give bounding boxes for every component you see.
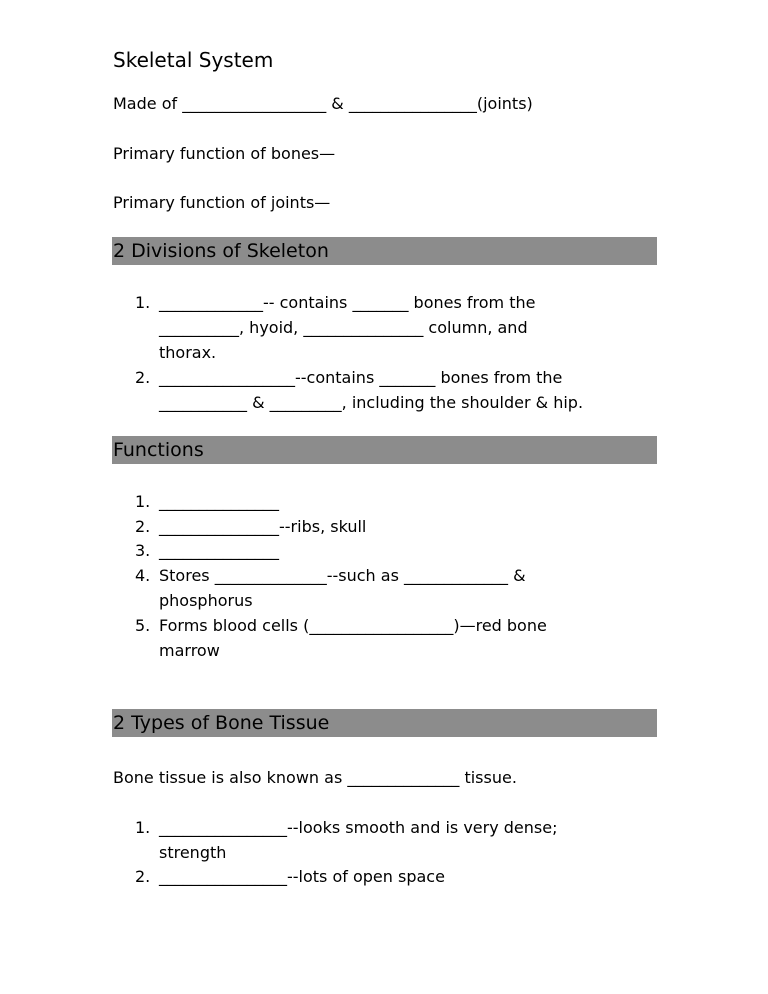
list-number: 3. — [135, 541, 151, 560]
list-number: 5. — [135, 616, 151, 635]
list-number: 2. — [135, 368, 151, 387]
list-number: 2. — [135, 867, 151, 886]
bones-function-line: Primary function of bones— — [113, 144, 336, 163]
joints-function-line: Primary function of joints— — [113, 193, 331, 212]
list-number: 4. — [135, 566, 151, 585]
list-number: 1. — [135, 492, 151, 511]
list-item-text: _____________-- contains _______ bones from the — [159, 293, 536, 312]
list-item-text: _______________ — [159, 541, 279, 560]
tissue-intro-line: Bone tissue is also known as ______________ tissue. — [113, 768, 517, 787]
list-item-text: ________________--looks smooth and is very dense; — [159, 818, 558, 837]
section-heading-divisions: 2 Divisions of Skeleton — [113, 240, 329, 262]
list-number: 1. — [135, 293, 151, 312]
list-number: 2. — [135, 517, 151, 536]
list-item-text: _________________--contains _______ bones from the — [159, 368, 563, 387]
list-item-text: thorax. — [159, 343, 217, 362]
section-header-tissue — [112, 709, 657, 737]
list-item-text: __________, hyoid, _______________ column, and — [159, 318, 528, 337]
list-item-text: _______________ — [159, 492, 279, 511]
list-number: 1. — [135, 818, 151, 837]
section-heading-tissue: 2 Types of Bone Tissue — [113, 712, 330, 734]
list-item-text: phosphorus — [159, 591, 253, 610]
list-item-text: marrow — [159, 641, 220, 660]
list-item-text: ___________ & _________, including the shoulder & hip. — [159, 393, 584, 412]
list-item-text: strength — [159, 843, 227, 862]
section-header-divisions — [112, 237, 657, 265]
section-heading-functions: Functions — [113, 439, 204, 461]
list-item-text: Forms blood cells (__________________)—red bone — [159, 616, 547, 635]
section-header-functions — [112, 436, 657, 464]
made-of-line: Made of __________________ & ________________(joints) — [113, 94, 533, 113]
page-title: Skeletal System — [113, 48, 274, 72]
list-item-text: ________________--lots of open space — [159, 867, 445, 886]
list-item-text: Stores ______________--such as _____________ & — [159, 566, 526, 585]
list-item-text: _______________--ribs, skull — [159, 517, 367, 536]
